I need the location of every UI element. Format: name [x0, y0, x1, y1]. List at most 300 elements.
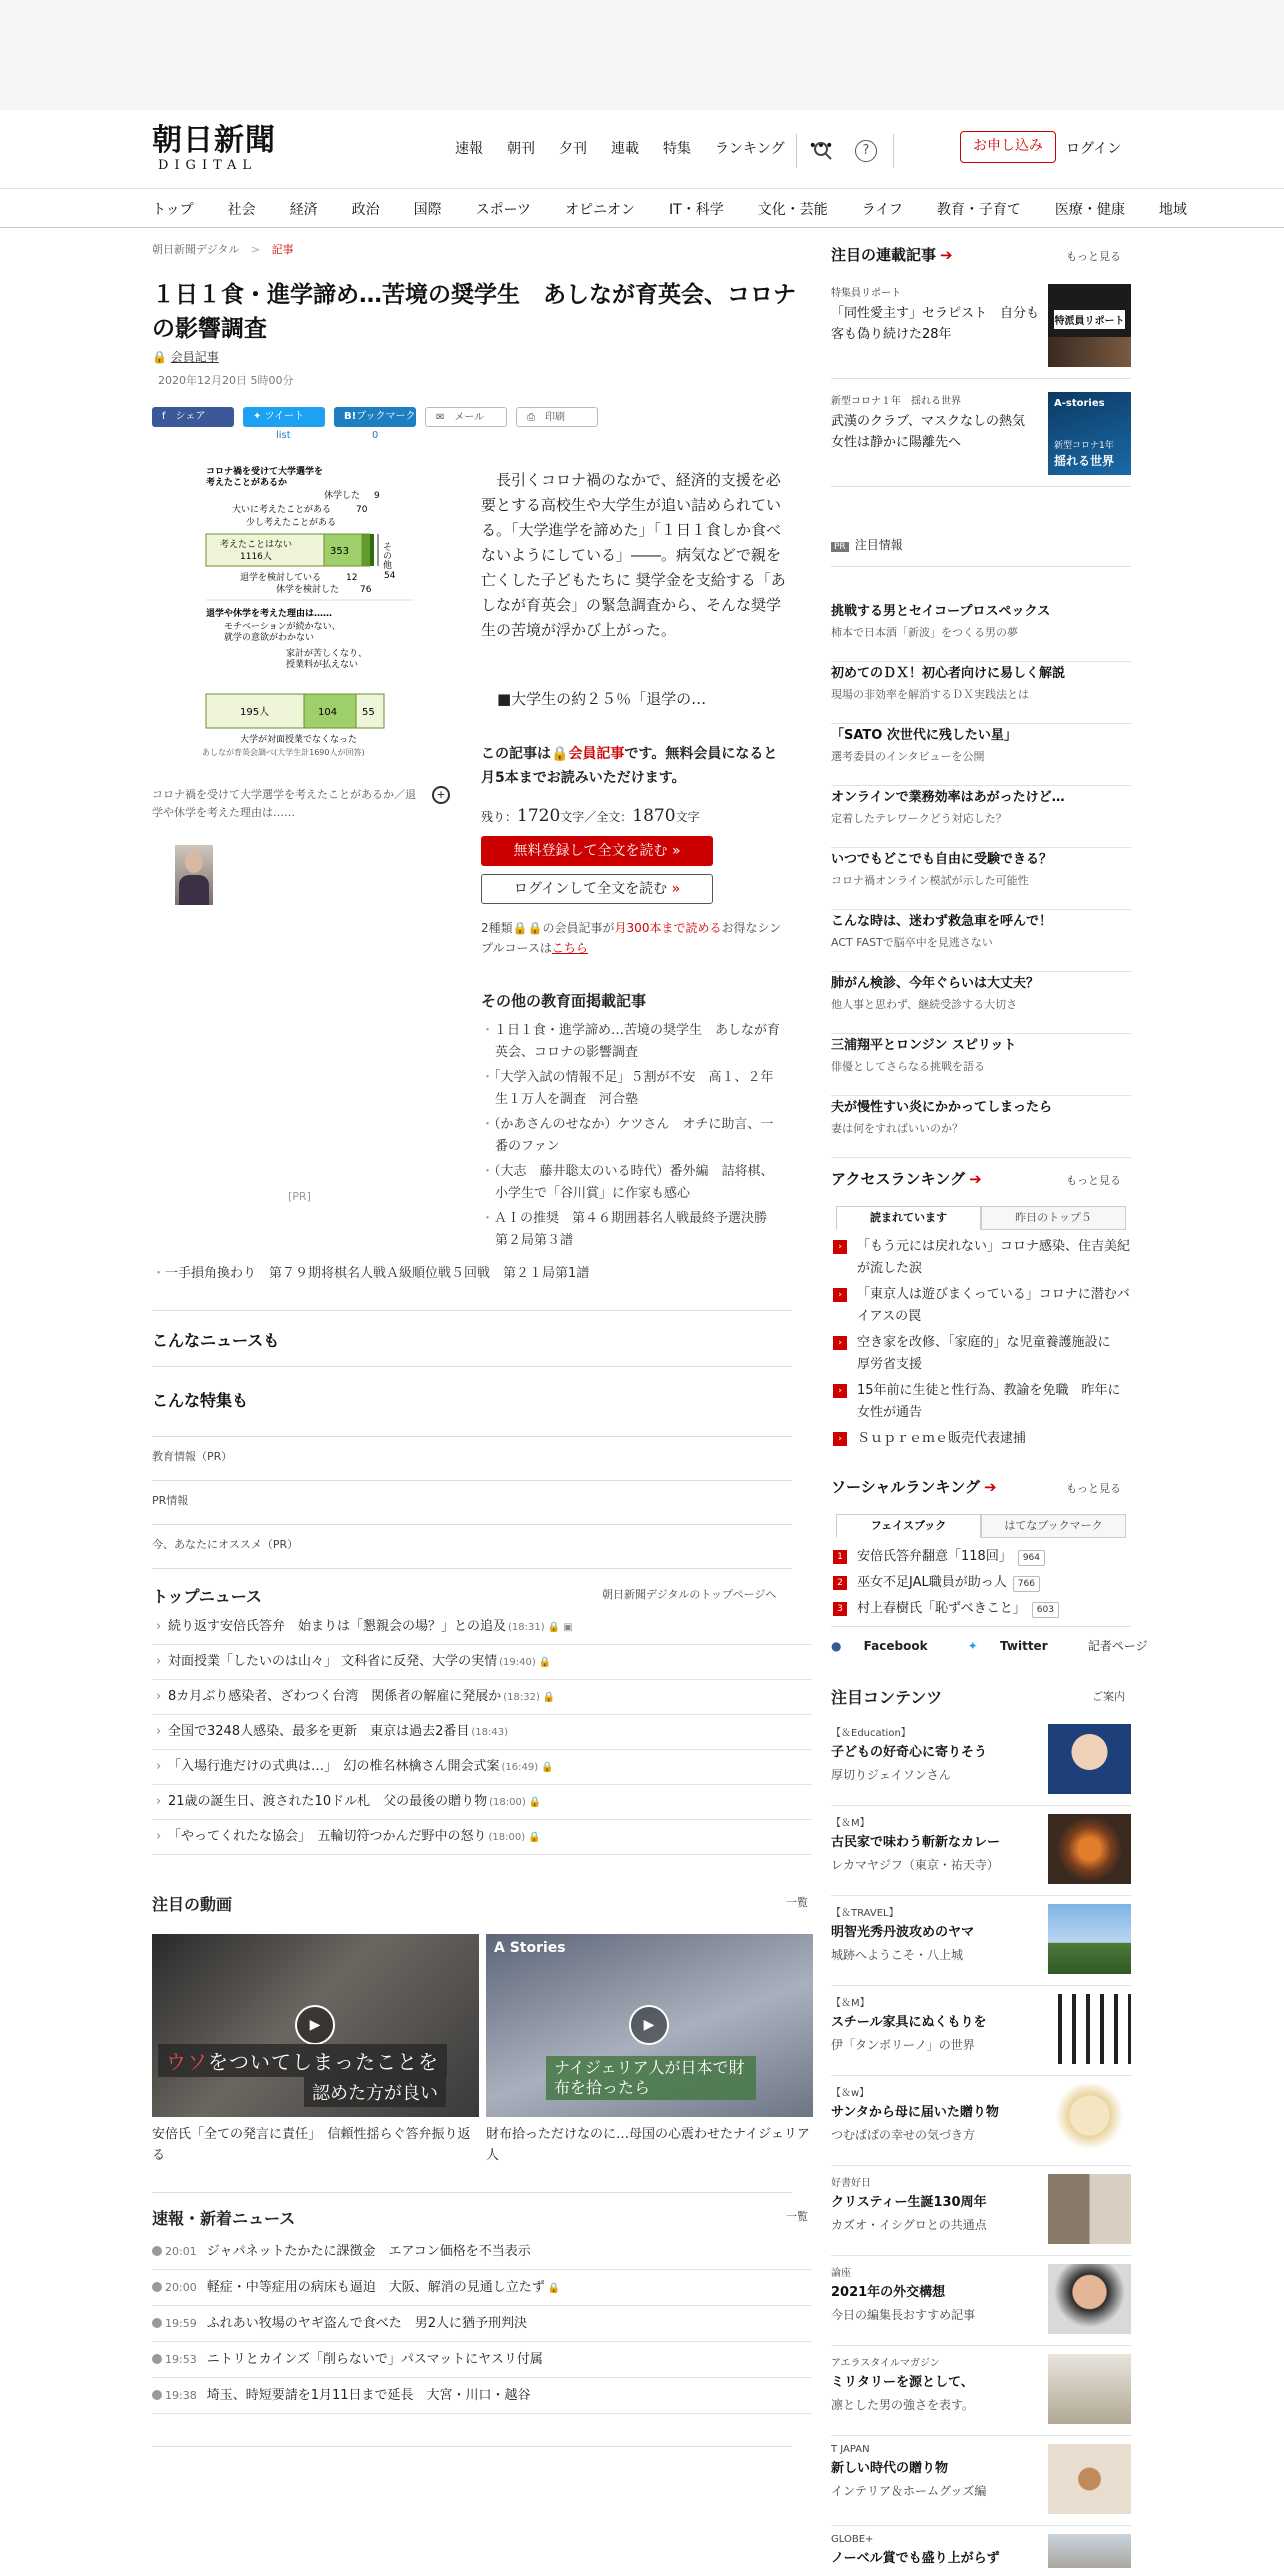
flash-title: ジャパネットたかたに課徴金 エアコン価格を不当表示 [206, 2244, 531, 2259]
paywall-notice [481, 742, 786, 790]
divider [831, 566, 1131, 567]
print-icon: ⎙ [527, 412, 535, 423]
remain-label: 残り： [481, 810, 518, 824]
fig-val-leave: 9 [374, 491, 380, 501]
top-ad-band [0, 0, 1284, 110]
clock-icon [152, 2390, 162, 2400]
logo-sub: DIGITAL [158, 158, 258, 173]
print-label: 印刷 [545, 412, 565, 423]
breadcrumb [152, 241, 294, 257]
total-value: 1870 [632, 806, 676, 826]
news-time: (18:43) [471, 1727, 508, 1738]
help-icon[interactable]: ? [855, 140, 877, 162]
pr-sub: 定着したテレワークどう対応した？ [831, 812, 1007, 825]
facebook-share-label: シェア [175, 411, 206, 422]
header-divider-2 [893, 134, 894, 168]
hatena-count[interactable]: 0 [372, 430, 379, 441]
video-more-link[interactable]: 一覧 [786, 1896, 808, 1909]
rank-marker: › [833, 1240, 847, 1254]
access-more-link[interactable]: もっと見る [1066, 1174, 1121, 1187]
remain-unit: 文字／全文： [560, 810, 633, 824]
lock-icon: 🔒 [528, 1832, 541, 1843]
att-title: 2021年の外交構想 [831, 2285, 946, 2300]
social-ranking-list [831, 1546, 1131, 1624]
video-caption-rest: をついてしまったことを [208, 2050, 439, 2074]
serial-thumb-1[interactable] [1048, 284, 1131, 367]
fig-label-little: 少し考えたことがある [246, 518, 337, 528]
fig-source: あしなが育英会調べ(大学生計1690人が回答) [202, 748, 365, 757]
fig-val-353: 353 [330, 546, 350, 557]
list-item[interactable] [831, 1546, 1131, 1568]
news-title: 対面授業「したいのは山々」 文科省に反発、大学の実情 [168, 1654, 498, 1669]
attention-heading: 注目コンテンツ [831, 1688, 943, 1707]
video-title-2[interactable]: 財布拾っただけなのに…母国の心震わせたナイジェリア人 [486, 2127, 810, 2163]
tab-read[interactable]: 読まれています [836, 1206, 981, 1230]
pr-tag: PR [831, 542, 849, 552]
rank-marker: › [833, 1288, 847, 1302]
list-item[interactable] [831, 1986, 1131, 2076]
lock-icon: 🔒 [542, 1692, 556, 1703]
serial-more-link[interactable]: もっと見る [1066, 250, 1121, 263]
video-thumbnail-2[interactable] [486, 1934, 813, 2117]
rank-text: 空き家を改修、「家庭的」な児童養護施設に 厚労省支援 [857, 1335, 1124, 1372]
social-ranking-heading [831, 1476, 997, 1497]
list-item[interactable]: ・ ＡＩの推奨 第４６期囲碁名人戦最終予選決勝 第２局第３譜 [481, 1208, 786, 1252]
article-title: １日１食・進学諦め…苦境の奨学生 あしなが育英会、コロナの影響調査 [152, 282, 796, 342]
serial-thumb-label: 特派員リポート [1054, 310, 1125, 329]
category-nav [0, 188, 1284, 228]
lock-icon: 🔒 [538, 1657, 552, 1668]
remaining-count [481, 806, 786, 826]
promo-mid: の会員記事が [542, 921, 615, 935]
serial-kicker: 特集員リポート [831, 288, 901, 299]
news-too-heading: こんなニュースも [152, 1331, 280, 1350]
list-item[interactable] [831, 2076, 1131, 2166]
fig-label-never-1: 考えたことはない [220, 540, 293, 550]
list-item[interactable] [831, 2166, 1131, 2256]
mail-button[interactable] [425, 407, 507, 427]
att-kicker: T JAPAN [831, 2444, 870, 2455]
paywall [481, 742, 786, 958]
list-item[interactable] [831, 2526, 1131, 2568]
pr-title: 三浦翔平とロンジン スピリット [831, 1038, 1017, 1053]
paywall-notice-pre: この記事は [481, 746, 551, 762]
att-sub: 今日の編集長おすすめ記事 [831, 2308, 976, 2322]
writer-page-link[interactable]: 記者ページ [1087, 1639, 1148, 1653]
tab-hatena[interactable]: はてなブックマーク [981, 1514, 1126, 1538]
att-title: 古民家で味わう斬新なカレー [831, 1835, 1001, 1850]
other-articles-list [481, 1020, 786, 1255]
nav-serial[interactable]: 連載 [611, 141, 639, 157]
serial-heading [831, 244, 953, 265]
news-title: 「やってくれたな協会」 五輪切符つかんだ野中の怒り [168, 1829, 487, 1844]
pr-info-heading [831, 536, 903, 553]
top-page-link[interactable]: 朝日新聞デジタルのトップページへ [602, 1588, 777, 1601]
table-row[interactable] [152, 2378, 812, 2414]
flash-title: ニトリとカインズ「削らないで」パスマットにヤスリ付属 [206, 2352, 543, 2367]
table-row[interactable] [152, 1820, 812, 1855]
access-heading-text: アクセスランキング [831, 1170, 966, 1188]
twitter-share-button[interactable] [243, 407, 325, 427]
double-chevron-icon: » [671, 843, 681, 859]
divider [152, 1568, 792, 1569]
video-thumbnail-1[interactable] [152, 1934, 479, 2117]
fig-bar-leave [370, 534, 374, 566]
promo-link[interactable]: こちら [551, 941, 588, 955]
share-bar [152, 407, 598, 427]
pr-sub: 他人事と思わず、継続受診する大切さ [831, 998, 1018, 1011]
flash-title: 埼玉、時短要請を1月11日まで延長 大宮・川口・越谷 [206, 2388, 531, 2403]
table-row[interactable] [152, 1750, 812, 1785]
social-links [831, 1637, 1166, 1654]
cat-education[interactable]: 教育・子育て [936, 202, 1021, 218]
table-row[interactable] [152, 1715, 812, 1750]
list-item[interactable] [831, 1428, 1131, 1450]
fig-val-much: 70 [356, 505, 368, 515]
lock-icon: 🔒 [528, 1797, 542, 1808]
remain-value: 1720 [517, 806, 561, 826]
att-kicker: 【＆Education】 [831, 1728, 911, 1739]
fig-label-leave: 休学した [324, 491, 361, 501]
rank-marker: › [833, 1432, 847, 1446]
video-caption: ナイジェリア人が日本で財布を拾ったら [546, 2056, 756, 2100]
att-thumb [1048, 1994, 1131, 2064]
list-item[interactable] [831, 786, 1131, 848]
list-item[interactable] [831, 1896, 1131, 1986]
cat-health[interactable]: 医療・健康 [1054, 202, 1125, 218]
attention-more-link[interactable]: ご案内 [1092, 1690, 1125, 1703]
list-item[interactable]: ・ （大志 藤井聡太のいる時代）番外編 詰将棋、小学生で「谷川賞」に作家も感心 [481, 1161, 786, 1205]
video-heading: 注目の動画 [152, 1895, 233, 1914]
login-link[interactable]: ログイン [1066, 141, 1122, 157]
nav-flash[interactable]: 速報 [455, 141, 483, 157]
header-icons [780, 134, 910, 168]
video-caption-red: ウソ [166, 2050, 208, 2074]
pr-title: オンラインで業務効率はあがったけど… [831, 790, 1065, 805]
cat-life[interactable]: ライフ [861, 202, 903, 218]
lock-icon: 🔒 [152, 350, 167, 364]
rank-text: 「もう元には戻れない」コロナ感染、住吉美紀が流した涙 [857, 1239, 1131, 1276]
twitter-icon: ✦ [253, 411, 262, 422]
top-news-heading: トップニュース [152, 1587, 262, 1606]
list-item[interactable] [831, 972, 1131, 1034]
nav-evening[interactable]: 夕刊 [559, 141, 587, 157]
divider [152, 1436, 792, 1437]
list-item[interactable]: ・ 「大学入試の情報不足」５割が不安 高１、２年生１万人を調査 河合塾 [481, 1067, 786, 1111]
divider [152, 2192, 792, 2193]
att-thumb [1048, 2264, 1131, 2334]
fig-val-considered: 12 [346, 573, 358, 583]
att-kicker: 好書好日 [831, 2178, 871, 2189]
att-sub: インテリア＆ホームグッズ編 [831, 2484, 987, 2498]
att-sub: 厚切りジェイソンさん [831, 1768, 951, 1782]
search-icon[interactable] [813, 141, 833, 161]
lock-icon: 🔒 [547, 2283, 561, 2294]
list-item[interactable] [831, 600, 1131, 662]
access-tabs [836, 1206, 1126, 1230]
fig-reason-a1: モチベーションが続かない、 [224, 622, 341, 632]
facebook-share-button[interactable] [152, 407, 234, 427]
att-thumb [1048, 2534, 1131, 2568]
nav-ranking[interactable]: ランキング [715, 141, 785, 157]
cat-it-science[interactable]: IT・科学 [669, 202, 724, 218]
cat-sports[interactable]: スポーツ [475, 202, 532, 218]
course-promo [481, 918, 786, 958]
apply-button[interactable]: お申し込み [960, 131, 1056, 163]
list-item[interactable] [831, 2346, 1131, 2436]
pr-title: 夫が慢性すい炎にかかってしまったら [831, 1100, 1053, 1115]
att-kicker: 【＆M】 [831, 1998, 870, 2009]
att-thumb [1048, 1724, 1131, 1794]
cat-culture[interactable]: 文化・芸能 [757, 202, 828, 218]
flash-news-heading: 速報・新着ニュース [152, 2209, 296, 2228]
att-title: クリスティー生誕130周年 [831, 2195, 987, 2210]
table-row[interactable] [152, 1785, 812, 1820]
table-row[interactable] [152, 2342, 812, 2378]
pr-title: いつでもどこでも自由に受験できる？ [831, 852, 1053, 867]
att-kicker: GLOBE+ [831, 2534, 874, 2545]
att-thumb [1048, 1814, 1131, 1884]
print-button[interactable] [516, 407, 598, 427]
divider [152, 1366, 792, 1367]
video-caption-2: 認めた方が良い [304, 2077, 446, 2107]
fig-label-much: 大いに考えたことがある [232, 505, 332, 515]
member-badge [152, 348, 219, 365]
flash-title: ふれあい牧場のヤギ盗んで食べた 男2人に猶予刑判決 [206, 2316, 527, 2331]
list-item[interactable] [831, 2436, 1131, 2526]
table-row[interactable] [152, 2234, 812, 2270]
att-kicker: 【＆TRAVEL】 [831, 1908, 899, 1919]
divider [152, 2446, 792, 2447]
divider [152, 1310, 792, 1311]
list-item[interactable] [831, 2256, 1131, 2346]
feature-too-heading: こんな特集も [152, 1391, 249, 1410]
fig-val-104: 104 [318, 707, 338, 718]
cat-economy[interactable]: 経済 [289, 202, 318, 218]
table-row[interactable] [152, 2270, 812, 2306]
list-item[interactable] [831, 1236, 1131, 1280]
figure-caption: コロナ禍を受けて大学選学を考えたことがあるか／退学や休学を考えた理由は…… [152, 788, 416, 819]
att-sub: レカマヤジフ（東京・祐天寺） [831, 1858, 999, 1872]
att-sub: つむぱぱの幸せの気づき方 [831, 2128, 976, 2142]
tab-facebook[interactable]: フェイスブック [836, 1514, 981, 1538]
pr-tag: [PR] [288, 1190, 311, 1203]
twitter-link[interactable] [968, 1639, 1066, 1653]
top-news-list [152, 1610, 812, 1855]
flash-title: 軽症・中等症用の病床も逼迫 大阪、解消の見通し立たず [206, 2280, 545, 2295]
pr-sub: 現場の非効率を解消するＤＸ実践法とは [831, 688, 1029, 701]
promo-pre: 2種類 [481, 921, 513, 935]
flash-news-list [152, 2234, 812, 2414]
breadcrumb-root[interactable]: 朝日新聞デジタル [152, 243, 240, 256]
list-item[interactable] [831, 1598, 1131, 1620]
facebook-icon: ● [831, 1639, 842, 1653]
list-item[interactable] [831, 1806, 1131, 1896]
news-time: (18:00) [488, 1832, 526, 1843]
list-item[interactable] [831, 1572, 1131, 1594]
list-item[interactable] [831, 1284, 1131, 1328]
clock-icon [152, 2282, 162, 2292]
access-ranking-heading [831, 1168, 982, 1189]
lock-icon: 🔒 [551, 746, 569, 762]
rank-text: 村上春樹氏「恥ずべきこと」 [857, 1601, 1026, 1616]
list-item[interactable]: ・ １日１食・進学諦め…苦境の奨学生 あしなが育英会、コロナの影響調査 [481, 1020, 786, 1064]
table-row[interactable] [152, 1645, 812, 1680]
list-item[interactable] [831, 1332, 1131, 1376]
site-logo[interactable] [152, 124, 282, 174]
nav-morning[interactable]: 朝刊 [507, 141, 535, 157]
list-item[interactable] [831, 1034, 1131, 1096]
serial-thumb-2[interactable] [1048, 392, 1131, 475]
fig-bar-much [362, 534, 370, 566]
pr-sub: 柿本で日本酒「新波」をつくる男の夢 [831, 626, 1018, 639]
author-photo [175, 845, 213, 905]
facebook-link[interactable] [831, 1639, 946, 1653]
fig-val-other: 54 [384, 571, 396, 581]
divider [831, 1626, 1131, 1627]
list-item[interactable] [831, 662, 1131, 724]
header-divider [796, 134, 797, 168]
att-thumb [1048, 2354, 1131, 2424]
table-row[interactable] [152, 2306, 812, 2342]
flash-time: 19:38 [165, 2389, 197, 2402]
article-bullet: ■大学生の約２５％「退学の… [497, 690, 707, 708]
serial-text: 「同性愛主す」セラピスト 自分も客も偽り続けた28年 [831, 306, 1040, 342]
att-thumb [1048, 1904, 1131, 1974]
list-item[interactable] [831, 1096, 1131, 1158]
list-item[interactable] [831, 724, 1131, 786]
pr-heading-text: 注目情報 [854, 538, 903, 552]
att-thumb [1048, 2444, 1131, 2514]
fig-label-considered: 退学を検討している [240, 573, 322, 583]
zoom-icon[interactable]: + [432, 786, 450, 804]
facebook-link-text: Facebook [863, 1639, 928, 1653]
news-title: 全国で3248人感染、最多を更新 東京は過去2番目 [168, 1724, 470, 1739]
play-icon: ▶ [295, 2005, 335, 2045]
fig-val-55: 55 [362, 707, 375, 718]
other-articles-heading: その他の教育面掲載記事 [481, 992, 647, 1010]
rank-text: 安倍氏答弁翻意「118回」 [857, 1549, 1012, 1564]
pr-sub: 妻は何をすればいいのか？ [831, 1122, 963, 1135]
pr-sub: コロナ禍オンライン模試が示した可能性 [831, 874, 1029, 887]
cat-society[interactable]: 社会 [227, 202, 256, 218]
fig-reason-c: 大学が対面授業でなくなった [240, 735, 358, 745]
list-item[interactable] [831, 1716, 1131, 1806]
news-time: (18:32) [503, 1692, 540, 1703]
mail-icon: ✉ [436, 412, 445, 423]
nav-feature[interactable]: 特集 [663, 141, 691, 157]
lock-icon: 🔒 [541, 1762, 554, 1773]
hatena-bookmark-button[interactable] [334, 407, 416, 427]
share-count: 603 [1032, 1602, 1059, 1618]
rank-text: Ｓｕｐｒｅｍｅ販売代表逮捕 [857, 1431, 1027, 1446]
divider [152, 1480, 792, 1481]
fig-reason-b1: 家計が苦しくなり、 [286, 649, 368, 659]
site-header [0, 110, 1284, 228]
news-title: 「入場行進だけの式典は…」 幻の椎名林檎さん開会式案 [168, 1759, 500, 1774]
clock-icon [152, 2246, 162, 2256]
article-date: 2020年12月20日 5時00分 [158, 374, 294, 387]
pr-sub: 俳優としてさらなる挑戦を語る [831, 1060, 985, 1073]
cat-opinion[interactable]: オピニオン [565, 202, 636, 218]
list-item[interactable] [831, 1380, 1131, 1424]
member-label[interactable]: 会員記事 [170, 350, 219, 364]
lock-icon: 🔒🔒 [512, 921, 543, 935]
clock-icon [152, 2354, 162, 2364]
table-row[interactable] [152, 1680, 812, 1715]
rank-number: 2 [833, 1576, 847, 1590]
att-thumb [1048, 2084, 1131, 2154]
pr-title: 「SATO 次世代に残したい星」 [831, 728, 1017, 743]
cat-top[interactable]: トップ [152, 202, 194, 218]
table-row[interactable] [152, 1610, 812, 1645]
promo-post: お得なシンプルコースは [481, 921, 782, 955]
flash-time: 19:53 [165, 2353, 197, 2366]
rank-number: 1 [833, 1550, 847, 1564]
att-title: ノーベル賞でも盛り上がらず [831, 2551, 1000, 2566]
rank-text: 「東京人は遊びまくっている」コロナに潜むバイアスの罠 [857, 1287, 1130, 1324]
twitter-share-label: ツイート [264, 411, 305, 422]
att-sub: カズオ・イシグロとの共通点 [831, 2218, 987, 2232]
att-sub: 凛とした男の強さを表す。 [831, 2398, 975, 2412]
pr-title: こんな時は、迷わず救急車を呼んで！ [831, 914, 1053, 929]
att-title: ミリタリーを源として、 [831, 2375, 974, 2390]
pr-info-heading: PR情報 [152, 1494, 189, 1507]
serial-text: 武漢のクラブ、マスクなしの熱気 女性は静かに陽離先へ [831, 414, 1038, 450]
article-infographic[interactable] [200, 462, 420, 762]
promo-red: 月300本まで読める [614, 921, 722, 935]
pr-title: 肺がん検診、今年ぐらいは大丈夫？ [831, 976, 1040, 991]
arrow-right-icon: ➔ [940, 246, 953, 264]
free-register-label: 無料登録して全文を読む [513, 843, 668, 859]
pr-title: 初めてのＤＸ！初心者向けに易しく解説 [831, 666, 1066, 681]
recommend-heading: 今、あなたにオススメ（PR） [152, 1538, 299, 1551]
edu-info-heading: 教育情報（PR） [152, 1450, 233, 1463]
breadcrumb-current: 記事 [271, 243, 294, 256]
cat-politics[interactable]: 政治 [351, 202, 380, 218]
nav-more[interactable]: ••• [808, 138, 834, 154]
divider [152, 1524, 792, 1525]
twitter-list-link[interactable]: list [276, 430, 291, 441]
cat-international[interactable]: 国際 [413, 202, 442, 218]
tab-yesterday-top5[interactable]: 昨日のトップ５ [981, 1206, 1126, 1230]
paywall-notice-red[interactable]: 会員記事 [568, 746, 625, 762]
clock-icon [152, 2318, 162, 2328]
news-time: (18:31) [508, 1622, 545, 1633]
flash-more-link[interactable]: 一覧 [786, 2210, 808, 2223]
access-ranking-list [831, 1236, 1131, 1454]
att-sub: 伊「タンボリーノ」の世界 [831, 2038, 975, 2052]
news-time: (19:40) [499, 1657, 536, 1668]
news-time: (16:49) [501, 1762, 539, 1773]
free-register-button[interactable] [481, 836, 713, 866]
video-title-1[interactable]: 安倍氏「全ての発言に責任」 信頼性揺らぐ答弁振り返る [152, 2127, 471, 2163]
rank-marker: › [833, 1336, 847, 1350]
att-title: 新しい時代の贈り物 [831, 2461, 949, 2476]
list-item[interactable] [831, 848, 1131, 910]
list-item[interactable]: ・ 一手損角換わり 第７９期将棋名人戦Ａ級順位戦５回戦 第２１局第1譜 [152, 1262, 589, 1281]
list-item[interactable]: ・ （かあさんのせなか）ケツさん オチに助言、一番のファン [481, 1114, 786, 1158]
serial-heading-text: 注目の連載記事 [831, 246, 937, 264]
flash-time: 20:00 [165, 2281, 197, 2294]
att-title: スチール家具にぬくもりを [831, 2015, 987, 2030]
list-item[interactable] [831, 910, 1131, 972]
att-kicker: 論座 [831, 2268, 851, 2279]
rank-text: 15年前に生徒と性行為、教諭を免職 昨年に女性が通告 [857, 1383, 1121, 1420]
login-read-button[interactable] [481, 874, 713, 904]
social-more-link[interactable]: もっと見る [1066, 1482, 1121, 1495]
cat-region[interactable]: 地域 [1158, 202, 1187, 218]
